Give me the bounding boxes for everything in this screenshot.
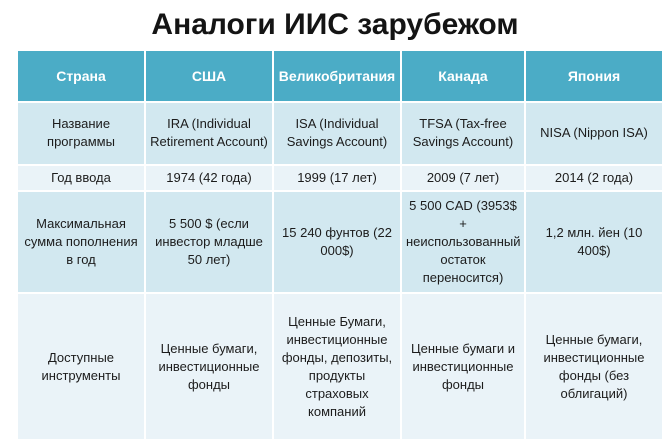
table-row: [18, 166, 662, 190]
cell-japan-max: 1,2 млн. йен (10 400$): [526, 192, 662, 293]
table-row: [18, 103, 662, 163]
comparison-table: [16, 49, 664, 441]
header-country: Страна: [18, 51, 144, 101]
cell-uk-year: 1999 (17 лет): [274, 166, 400, 190]
comparison-table-wrapper: [16, 49, 662, 441]
header-japan: Япония: [526, 51, 662, 101]
cell-usa-program: IRA (Individual Retirement Account): [146, 103, 272, 163]
row-label-year: Год ввода: [18, 166, 144, 190]
row-label-program-name: Название программы: [18, 103, 144, 163]
cell-uk-instruments: Ценные Бумаги, инвестиционные фонды, депозиты, продукты страховых компаний: [274, 294, 400, 439]
row-label-instruments: Доступные инструменты: [18, 294, 144, 439]
cell-usa-max: 5 500 $ (если инвестор младше 50 лет): [146, 192, 272, 293]
cell-canada-max: 5 500 CAD (3953$ + неиспользованный остаток переносится): [402, 192, 524, 293]
page-title: Аналоги ИИС зарубежом: [151, 8, 519, 41]
cell-japan-program: NISA (Nippon ISA): [526, 103, 662, 163]
cell-japan-year: 2014 (2 года): [526, 166, 662, 190]
cell-usa-year: 1974 (42 года): [146, 166, 272, 190]
cell-canada-year: 2009 (7 лет): [402, 166, 524, 190]
cell-uk-program: ISA (Individual Savings Account): [274, 103, 400, 163]
cell-canada-instruments: Ценные бумаги и инвестиционные фонды: [402, 294, 524, 439]
table-row: [18, 294, 662, 439]
cell-uk-max: 15 240 фунтов (22 000$): [274, 192, 400, 293]
cell-usa-instruments: Ценные бумаги, инвестиционные фонды: [146, 294, 272, 439]
cell-canada-program: TFSA (Tax-free Savings Account): [402, 103, 524, 163]
row-label-max-contribution: Максимальная сумма пополнения в год: [18, 192, 144, 293]
header-row: [18, 51, 662, 101]
table-row: [18, 192, 662, 293]
cell-japan-instruments: Ценные бумаги, инвестиционные фонды (без облигаций): [526, 294, 662, 439]
header-uk: Великобритания: [274, 51, 400, 101]
header-canada: Канада: [402, 51, 524, 101]
header-usa: США: [146, 51, 272, 101]
